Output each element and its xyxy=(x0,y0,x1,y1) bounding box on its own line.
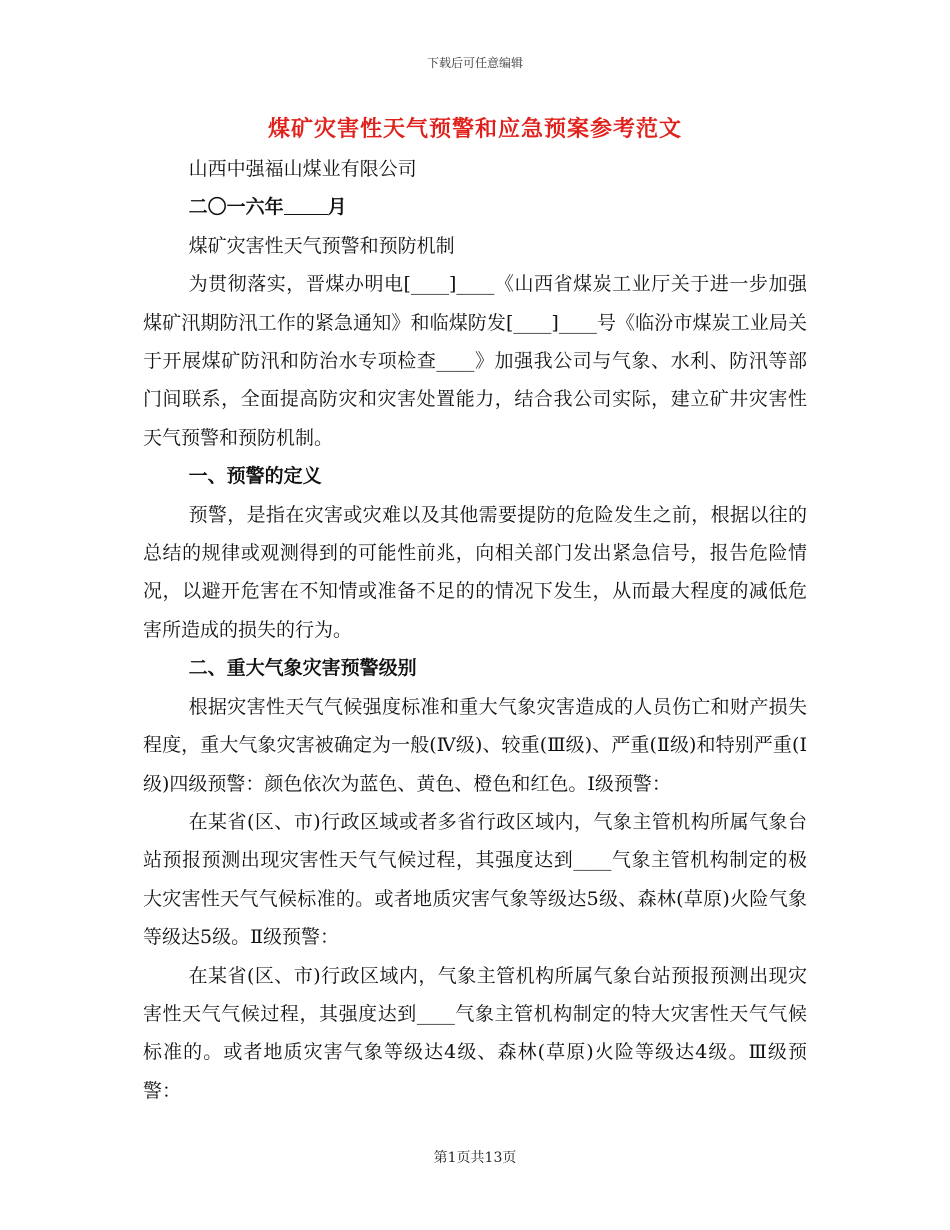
intro-paragraph: 为贯彻落实，晋煤办明电[____]____《山西省煤炭工业厅关于进一步加强煤矿汛期防汛工作的紧急通知》和临煤防发[____]____号《临汾市煤炭工业局关于开展煤矿防汛和防治水专项检查____》加强我公司与气象、水利、防汛等部门间联系，全面提高防灾和灾害处置能力，结合我公司实际，建立矿井灾害性天气预警和预防机制。 xyxy=(143,273,807,449)
header-note: 下载后可任意编辑 xyxy=(426,56,523,70)
document-title: 煤矿灾害性天气预警和应急预案参考范文 xyxy=(267,116,682,142)
section-heading-1: 一、预警的定义 xyxy=(188,465,322,488)
date-suffix: 月 xyxy=(327,196,347,219)
mechanism-title: 煤矿灾害性天气预警和预防机制 xyxy=(188,234,455,257)
page-footer: 第1页共13页 xyxy=(433,1150,517,1166)
section-paragraph-1: 预警，是指在灾害或灾难以及其他需要提防的危险发生之前，根据以往的总结的规律或观测得到的可能性前兆，向相关部门发出紧急信号，报告危险情况，以避开危害在不知情或准备不足的的情况下发生，从而最大程度的减低危害所造成的损失的行为。 xyxy=(143,503,807,641)
date-prefix: 二〇一六年 xyxy=(188,196,284,219)
section-paragraph-2c: 在某省(区、市)行政区域内，气象主管机构所属气象台站预报预测出现灾害性天气气候过程，其强度达到____气象主管机构制定的特大灾害性天气气候标准的。或者地质灾害气象等级达4级、森林(草原)火险等级达4级。Ⅲ级预警： xyxy=(143,964,807,1102)
document-body xyxy=(143,150,807,1110)
section-paragraph-2b: 在某省(区、市)行政区域或者多省行政区域内，气象主管机构所属气象台站预报预测出现灾害性天气气候过程，其强度达到____气象主管机构制定的极大灾害性天气气候标准的。或者地质灾害气象等级达5级、森林(草原)火险气象等级达5级。Ⅱ级预警： xyxy=(143,810,807,949)
section-heading-2: 二、重大气象灾害预警级别 xyxy=(188,657,417,680)
date-blank xyxy=(284,196,328,215)
company-name: 山西中强福山煤业有限公司 xyxy=(188,158,417,180)
date-line xyxy=(143,188,807,226)
section-paragraph-2a: 根据灾害性天气气候强度标准和重大气象灾害造成的人员伤亡和财产损失程度，重大气象灾害被确定为一般(Ⅳ级)、较重(Ⅲ级)、严重(Ⅱ级)和特别严重(Ⅰ级)四级预警：颜色依次为蓝色、黄色、橙色和红色。Ⅰ级预警： xyxy=(143,695,807,795)
